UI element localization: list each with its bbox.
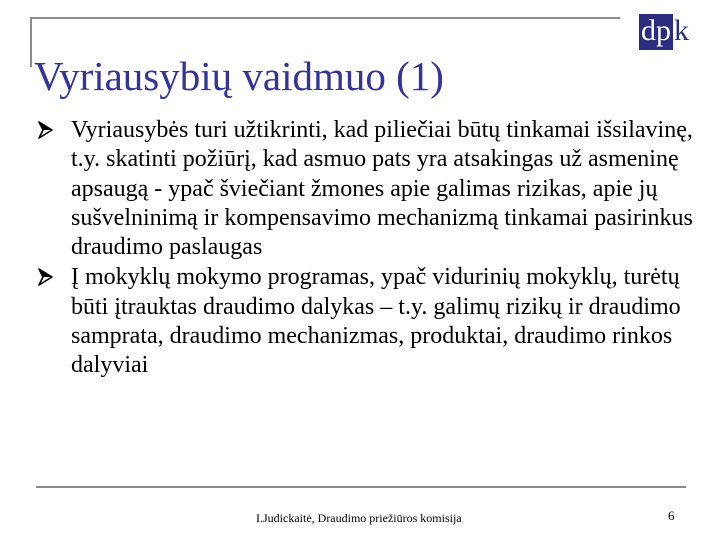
arrowhead-bullet-icon (36, 265, 56, 289)
logo-rest-text: k (674, 14, 689, 47)
bullet-item (36, 116, 706, 262)
title-frame-top-line (30, 17, 620, 19)
bullet-text: Į mokyklų mokymo programas, ypač vidurinių mokyklų, turėtų būti įtrauktas draudimo dalykas – t.y. galimų rizikų ir draudimo samprata, draudimo mechanizmas, produktai, draudimo rinkos dalyviai (71, 264, 681, 379)
logo-box-text: dp (639, 14, 673, 50)
bullet-text: Vyriausybės turi užtikrinti, kad piliečiai būtų tinkamai išsilavinę, t.y. skatinti požiūrį, kad asmuo pats yra atsakingas už asmeninę apsaugą - ypač šviečiant žmones apie galimas rizikas, apie jų sušvelninimą ir kompensavimo mechanizmą tinkamai pasirinkus draudimo paslaugas (71, 117, 693, 261)
arrowhead-bullet-icon (36, 118, 56, 142)
title-frame-left-line (30, 17, 32, 67)
bullet-list (36, 116, 706, 382)
footer-text: I.Judickaitė, Draudimo priežiūros komisija (256, 511, 462, 525)
page-number: 6 (668, 508, 675, 523)
footer-divider (36, 486, 686, 488)
slide-title: Vyriausybių vaidmuo (1) (34, 53, 444, 100)
bullet-item (36, 263, 706, 380)
dpk-logo (639, 14, 689, 50)
